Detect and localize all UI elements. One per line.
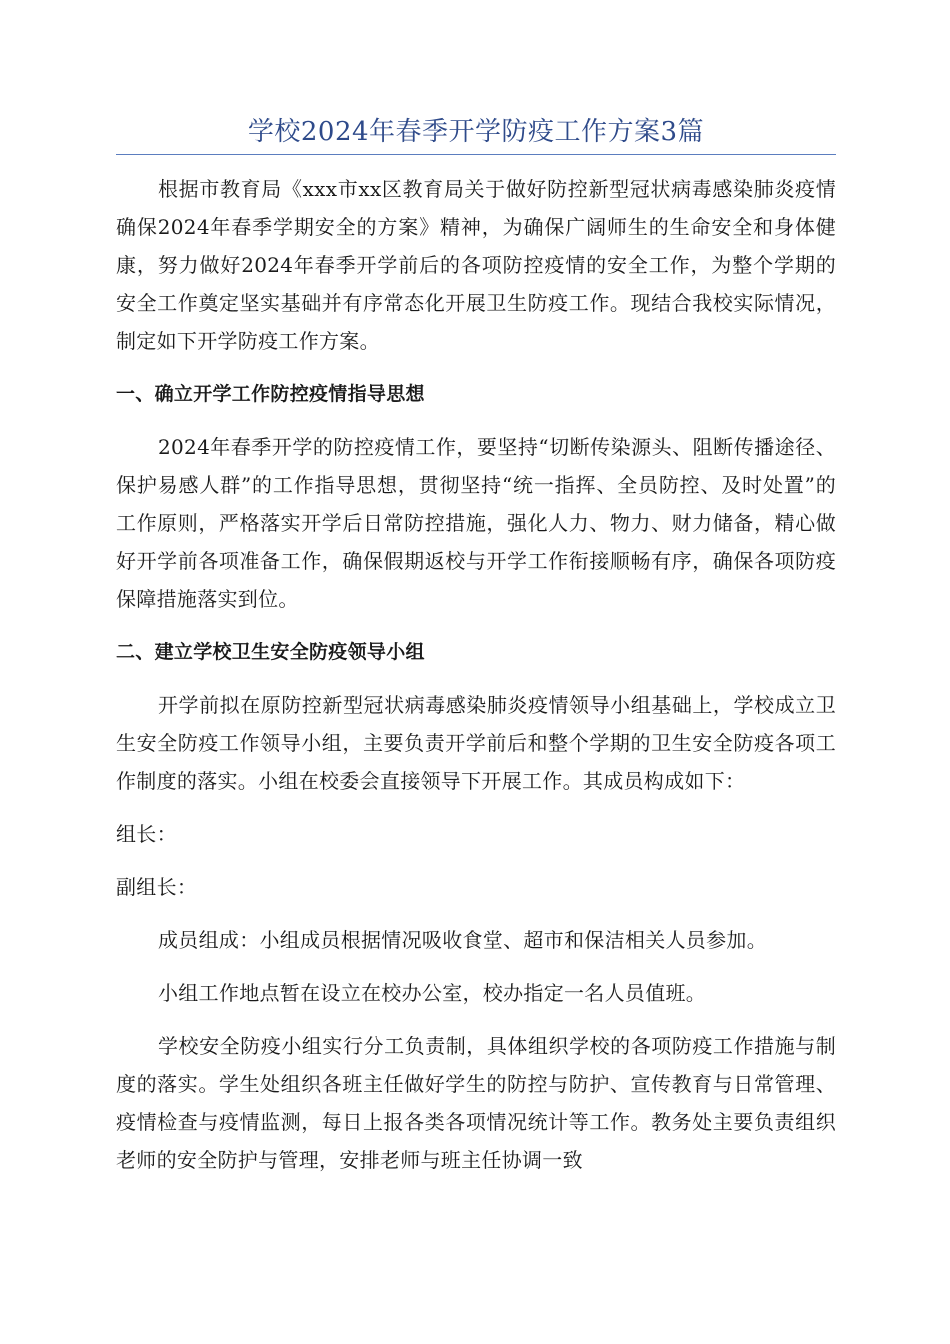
document-title: 学校2024年春季开学防疫工作方案3篇 [247, 117, 705, 147]
deputy-leader-line: 副组长： [116, 875, 198, 899]
paragraph-responsibilities: 学校安全防疫小组实行分工负责制，具体组织学校的各项防疫工作措施与制度的落实。学生处组织各班主任做好学生的防控与防护、宣传教育与日常管理、疫情检查与疫情监测，每日上报各类各项情况统计等工作。教务处主要负责组织老师的安全防护与管理，安排老师与班主任协调一致 [116, 1034, 836, 1172]
group-leader-line: 组长： [116, 822, 177, 846]
paragraph-leadership-group: 开学前拟在原防控新型冠状病毒感染肺炎疫情领导小组基础上，学校成立卫生安全防疫工作领导小组，主要负责开学前后和整个学期的卫生安全防疫各项工作制度的落实。小组在校委会直接领导下开展工作。其成员构成如下： [116, 693, 836, 793]
document-body [116, 170, 836, 1194]
section-heading-2: 二、建立学校卫生安全防疫领导小组 [116, 641, 425, 663]
title-underline [116, 154, 836, 155]
paragraph-guiding-thought: 2024年春季开学的防控疫情工作，要坚持“切断传染源头、阻断传播途径、保护易感人群”的工作指导思想，贯彻坚持“统一指挥、全员防控、及时处置”的工作原则，严格落实开学后日常防控措施，强化人力、物力、财力储备，精心做好开学前各项准备工作，确保假期返校与开学工作衔接顺畅有序，确保各项防疫保障措施落实到位。 [116, 435, 836, 611]
section-heading-1: 一、确立开学工作防控疫情指导思想 [116, 383, 425, 405]
paragraph-members: 成员组成：小组成员根据情况吸收食堂、超市和保洁相关人员参加。 [158, 928, 767, 952]
paragraph-intro: 根据市教育局《xxx市xx区教育局关于做好防控新型冠状病毒感染肺炎疫情确保2024年春季学期安全的方案》精神，为确保广阔师生的生命安全和身体健康，努力做好2024年春季开学前后的各项防控疫情的安全工作，为整个学期的安全工作奠定坚实基础并有序常态化开展卫生防疫工作。现结合我校实际情况，制定如下开学防疫工作方案。 [116, 177, 836, 353]
paragraph-office-location: 小组工作地点暂在设立在校办公室，校办指定一名人员值班。 [158, 981, 707, 1005]
